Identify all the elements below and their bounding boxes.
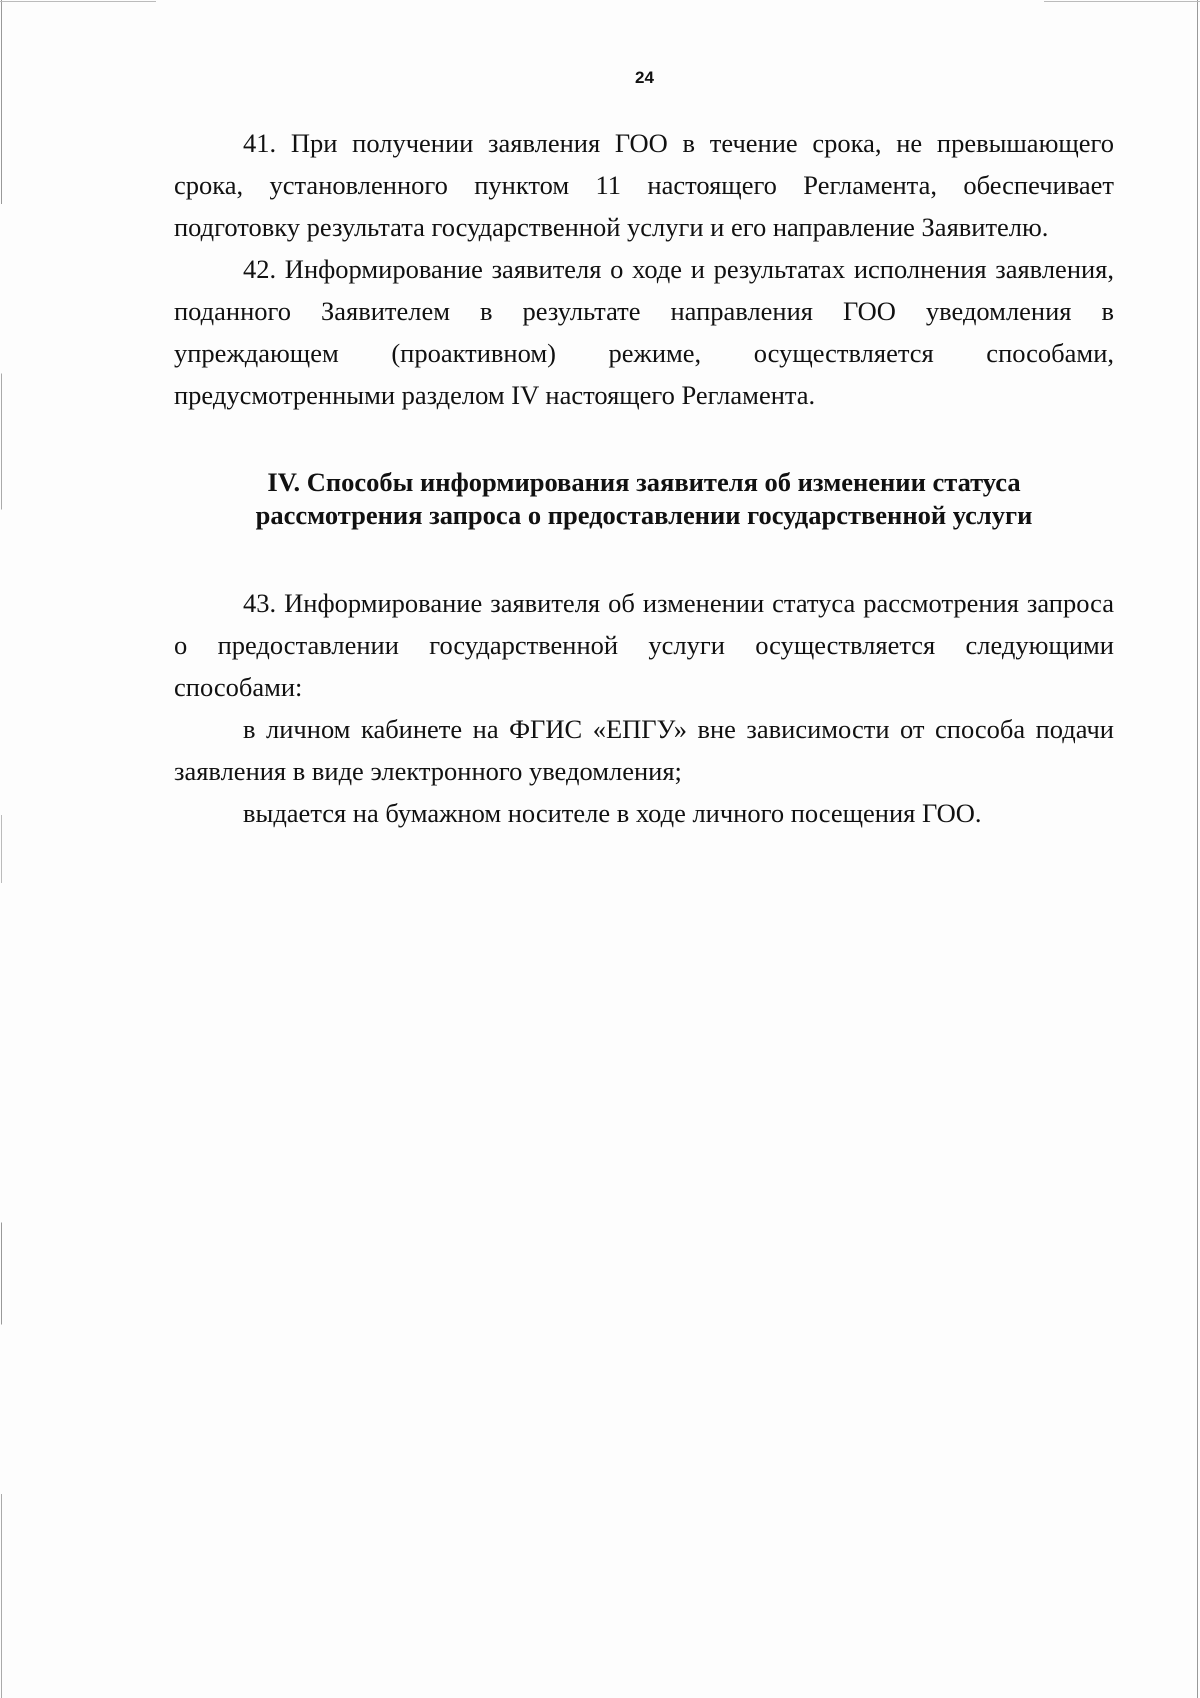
page-number: 24 — [635, 68, 654, 87]
paragraph-43: 43. Информирование заявителя об изменении статуса рассмотрения запроса о предоставлении государственной услуги осуществляется следующими способами: — [174, 588, 1114, 702]
section-heading — [174, 466, 1114, 532]
section-heading-line-2: рассмотрения запроса о предоставлении государственной услуги — [255, 500, 1033, 530]
paragraph-method-cabinet: в личном кабинете на ФГИС «ЕПГУ» вне зависимости от способа подачи заявления в виде электронного уведомления; — [174, 714, 1114, 786]
scan-edge-left — [1, 0, 2, 1698]
paragraph-41: 41. При получении заявления ГОО в течение срока, не превышающего срока, установленного пунктом 11 настоящего Регламента, обеспечивает подготовку результата государственной услуги и его направление Заявителю. — [174, 128, 1114, 242]
paragraph-42: 42. Информирование заявителя о ходе и результатах исполнения заявления, поданного Заявителем в результате направления ГОО уведомления в упреждающем (проактивном) режиме, осуществляется способами, предусмотренными разделом IV настоящего Регламента. — [174, 254, 1114, 410]
paragraph-method-paper: выдается на бумажном носителе в ходе личного посещения ГОО. — [243, 798, 982, 828]
section-heading-line-1: IV. Способы информирования заявителя об изменении статуса — [267, 467, 1021, 497]
scan-edge-right — [1197, 0, 1198, 1698]
document-body — [174, 122, 1114, 834]
scan-edge-top — [0, 1, 1200, 2]
